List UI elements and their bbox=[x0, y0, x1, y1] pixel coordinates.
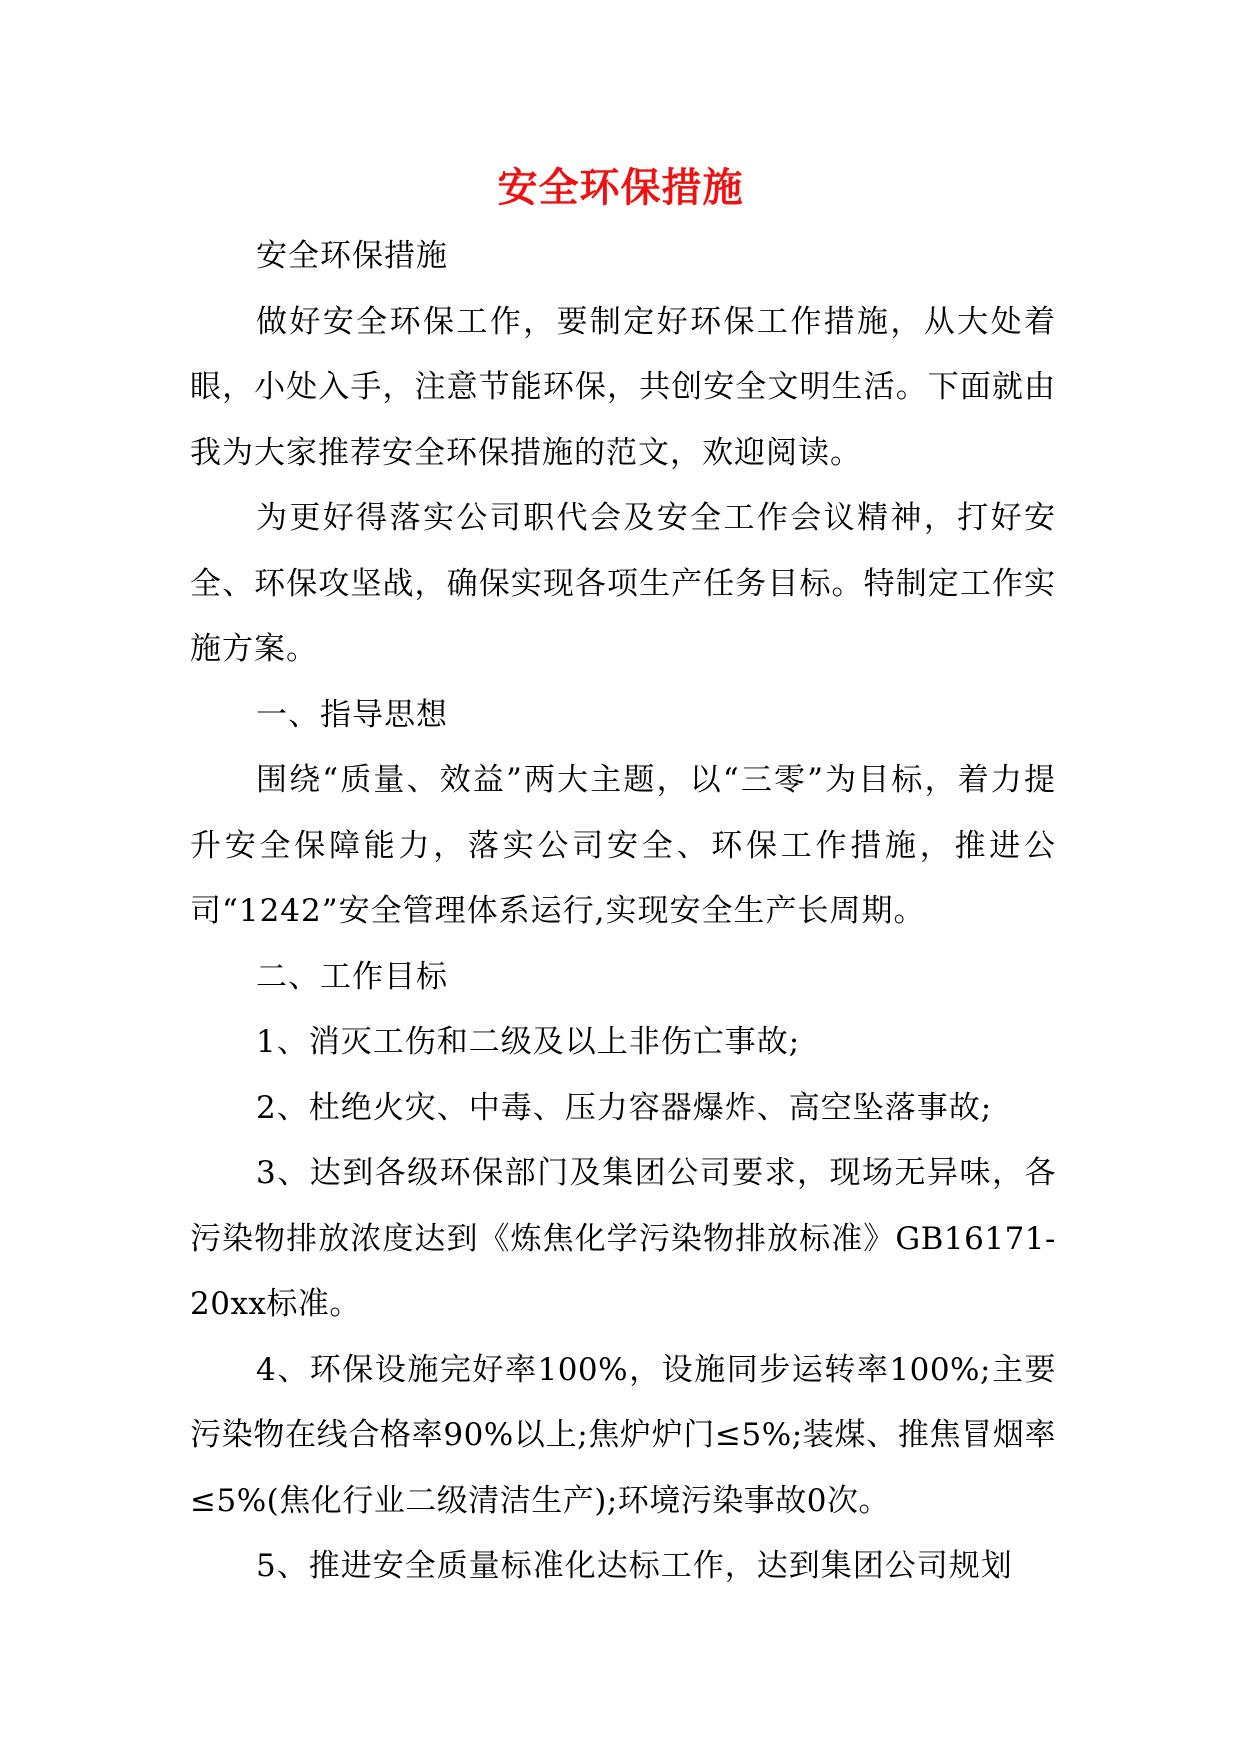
paragraph-purpose: 为更好得落实公司职代会及安全工作会议精神，打好安全、环保攻坚战，确保实现各项生产任务目标。特制定工作实施方案。 bbox=[190, 500, 1056, 667]
section-heading-work-goals: 二、工作目标 bbox=[256, 958, 448, 995]
goal-item-4: 4、环保设施完好率100%，设施同步运转率100%;主要污染物在线合格率90%以上;焦炉炉门≤5%;装煤、推焦冒烟率≤5%(焦化行业二级清洁生产);环境污染事故0次。 bbox=[190, 1351, 1056, 1519]
goal-item-2: 2、杜绝火灾、中毒、压力容器爆炸、高空坠落事故; bbox=[256, 1089, 993, 1126]
paragraph-subtitle: 安全环保措施 bbox=[256, 238, 448, 274]
section-heading-guiding-thought: 一、指导思想 bbox=[256, 696, 448, 733]
document-title: 安全环保措施 bbox=[497, 165, 744, 211]
document-body bbox=[190, 224, 1056, 1600]
goal-item-1: 1、消灭工伤和二级及以上非伤亡事故; bbox=[256, 1024, 801, 1060]
goal-item-5: 5、推进安全质量标准化达标工作，达到集团公司规划 bbox=[256, 1548, 1013, 1584]
paragraph-guiding-thought: 围绕“质量、效益”两大主题，以“三零”为目标，着力提升安全保障能力，落实公司安全、环保工作措施，推进公司“1242”安全管理体系运行,实现安全生产长周期。 bbox=[190, 762, 1056, 929]
paragraph-intro: 做好安全环保工作，要制定好环保工作措施，从大处着眼，小处入手，注意节能环保，共创安全文明生活。下面就由我为大家推荐安全环保措施的范文，欢迎阅读。 bbox=[190, 303, 1056, 471]
goal-item-3: 3、达到各级环保部门及集团公司要求，现场无异味，各污染物排放浓度达到《炼焦化学污染物排放标准》GB16171-20xx标准。 bbox=[190, 1155, 1056, 1322]
